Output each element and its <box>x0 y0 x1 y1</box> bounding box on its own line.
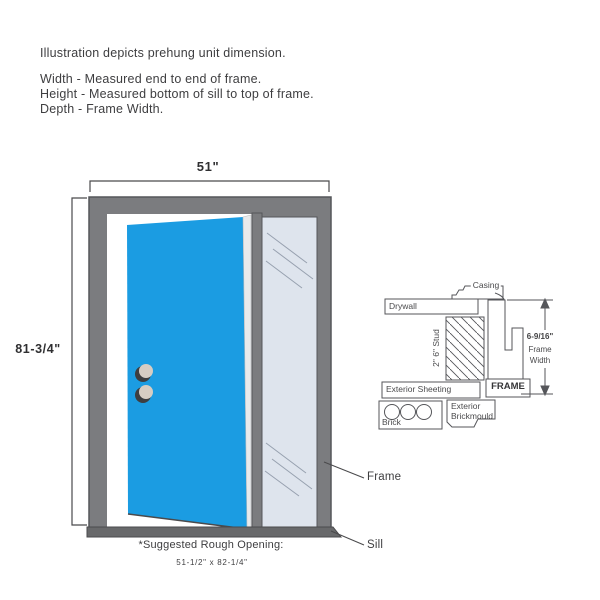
brick-label: Brick <box>382 417 401 427</box>
frame-callout-label: Frame <box>367 471 402 483</box>
height-dimension-value: 81-3/4" <box>15 342 61 356</box>
frame-width-label-line1: Frame <box>528 345 552 354</box>
rough-opening-title: *Suggested Rough Opening: <box>138 539 284 551</box>
door-sill <box>87 527 341 537</box>
brickmould-label-line2: Brickmould <box>451 411 494 421</box>
frame-width-dimension-value: 6-9/16" <box>526 332 554 341</box>
frame-mullion <box>252 213 262 528</box>
intro-text: Illustration depicts prehung unit dimension. <box>40 46 286 60</box>
height-dimension-line <box>72 198 87 525</box>
width-dimension-line <box>90 181 329 192</box>
frame-width-label-line2: Width <box>529 356 551 365</box>
sill-callout-label: Sill <box>367 539 384 551</box>
casing-label: Casing <box>472 280 500 290</box>
sill-leader-line <box>331 531 364 545</box>
width-dimension-value: 51" <box>196 159 220 174</box>
height-definition: Height - Measured bottom of sill to top of frame. <box>40 87 314 101</box>
exterior-sheeting-label: Exterior Sheeting <box>386 384 452 394</box>
stud-label: 2" 6" Stud <box>431 329 442 367</box>
stud-hatch-box <box>446 317 484 380</box>
brickmould-label-line1: Exterior <box>451 401 481 411</box>
brick-core-icon <box>401 405 416 420</box>
depth-definition: Depth - Frame Width. <box>40 102 164 116</box>
width-definition: Width - Measured end to end of frame. <box>40 72 262 86</box>
brick-core-icon <box>417 405 432 420</box>
frame-section-label: FRAME <box>491 381 525 392</box>
rough-opening-size: 51-1/2" x 82-1/4" <box>176 558 248 567</box>
drywall-label: Drywall <box>389 301 417 311</box>
sidelite-glass <box>262 217 317 527</box>
